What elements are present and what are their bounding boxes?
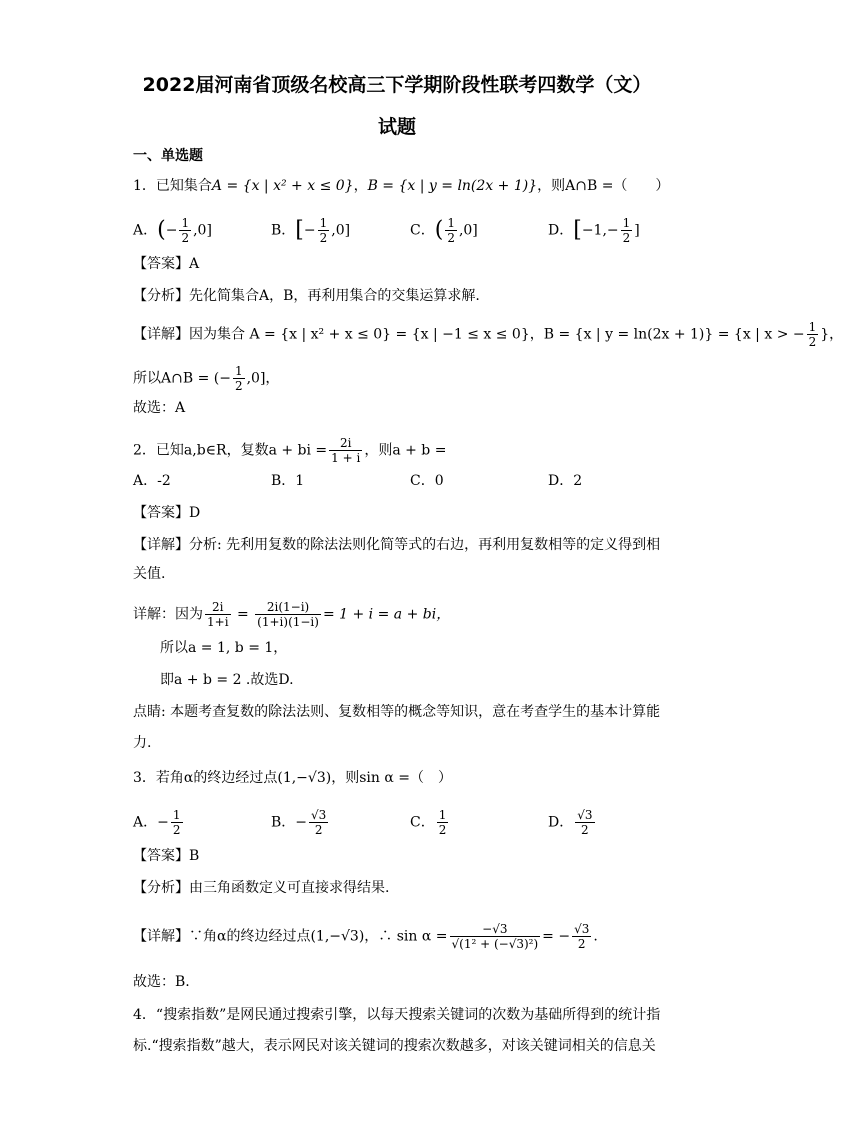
q1-stem: 1．已知集合A = {x | x² + x ≤ 0}，B = {x | y = ln(2x + 1)}，则A∩B =（ ） [133, 178, 670, 194]
q1-option-c-num: 1 [447, 216, 455, 230]
q1-conclusion: 故选：A [133, 400, 186, 416]
q2-note-2: 力. [133, 735, 152, 751]
q1-detail-2-num: 1 [234, 364, 243, 378]
q1-set-b: B = {x | y = ln(2x + 1)} [367, 178, 538, 194]
q1-option-c [410, 216, 478, 245]
q1-answer-value: A [189, 256, 200, 272]
q3-option-a-num: 1 [172, 808, 181, 822]
q1-option-c-label: C． [410, 222, 435, 239]
q2-detail-2-frac1 [205, 600, 231, 629]
q1-option-a-label: A． [133, 222, 158, 239]
q3-answer-value: B [189, 848, 200, 864]
q2-detail-2-frac2 [255, 600, 321, 629]
q4-line-1: 4．“搜索指数”是网民通过搜索引擎，以每天搜索关键词的次数为基础所得到的统计指 [133, 1007, 661, 1023]
q3-detail-mid: = − [542, 928, 571, 945]
q3-answer [133, 846, 199, 866]
q1-option-d-prefix: −1, [581, 222, 607, 239]
q1-option-a-den: 2 [181, 231, 190, 245]
q2-option-c: C．0 [410, 473, 444, 489]
q3-option-d-label: D． [548, 814, 574, 831]
q3-option-d-num: √3 [577, 808, 593, 822]
q2-detail-2-frac2-den: (1+i)(1−i) [257, 615, 319, 629]
q1-option-b-bracket: [ [295, 217, 304, 243]
q2-detail-2-prefix: 详解：因为 [133, 606, 203, 623]
q1-analysis-text: 先化简集合A，B，再利用集合的交集运算求解. [189, 288, 480, 304]
q3-detail-prefix: ∵角α的终边经过点(1,−√3)，∴ sin α = [189, 928, 448, 945]
q1-option-b-tail: ,0] [331, 222, 351, 239]
q2-option-b: B．1 [271, 473, 305, 489]
q1-set-a: A = {x | x² + x ≤ 0} [211, 178, 354, 194]
q1-answer [133, 254, 199, 274]
q3-option-c [410, 808, 450, 837]
q3-answer-tag: 【答案】 [133, 848, 189, 864]
q3-option-d-frac [575, 808, 594, 837]
q1-option-a-frac [179, 216, 191, 245]
q2-note-1: 点睛: 本题考查复数的除法法则、复数相等的概念等知识，意在考查学生的基本计算能 [133, 704, 661, 720]
q3-option-c-frac [437, 808, 449, 837]
q1-option-d-frac [621, 216, 633, 245]
q2-stem [133, 436, 446, 465]
q2-detail-2-frac1-den: 1+i [207, 615, 229, 629]
q2-detail [133, 535, 660, 555]
q1-detail-2-frac [233, 364, 245, 393]
q3-option-a-frac [171, 808, 183, 837]
q3-option-a [133, 808, 185, 837]
q2-stem-suffix: ，则a + b = [364, 442, 447, 459]
q3-detail-end: . [593, 928, 598, 945]
q1-stem-prefix: 1．已知集合 [133, 178, 212, 194]
q2-detail-cont: 关值. [133, 566, 166, 582]
q1-analysis-tag: 【分析】 [133, 288, 189, 304]
q3-option-d-den: 2 [581, 823, 589, 837]
q3-option-c-label: C． [410, 814, 435, 831]
q1-option-c-bracket: ( [434, 217, 444, 243]
q1-stem-suffix: ，则A∩B =（ ） [537, 178, 670, 194]
q2-detail-3: 所以a = 1, b = 1， [160, 640, 288, 656]
q1-detail-tag: 【详解】 [133, 326, 189, 343]
q1-option-a-num: 1 [181, 216, 190, 230]
q1-option-b-sign: − [303, 222, 316, 239]
q1-option-c-tail: ,0] [458, 222, 478, 239]
q2-answer-value: D [189, 505, 201, 521]
q1-option-d-sign: − [606, 222, 619, 239]
q1-detail-2-text: 所以A∩B = (− [133, 370, 231, 387]
q2-stem-frac-den: 1 + i [331, 451, 361, 465]
q1-detail-2-end: ,0]， [246, 370, 280, 387]
q1-detail-text: 因为集合 A = {x | x² + x ≤ 0} = {x | −1 ≤ x ≤ 0}，B = {x | y = ln(2x + 1)} = {x | x > − [189, 326, 805, 343]
q3-option-b-label: B． [271, 814, 296, 831]
q3-option-b-den: 2 [314, 823, 323, 837]
q2-option-d: D．2 [548, 473, 583, 489]
q1-detail [133, 320, 843, 349]
q1-detail-frac-num: 1 [808, 320, 817, 334]
q1-option-a-bracket: ( [157, 217, 166, 243]
q3-option-c-den: 2 [438, 823, 447, 837]
q2-answer [133, 503, 200, 523]
q3-option-c-num: 1 [438, 808, 447, 822]
q1-detail-frac-den: 2 [808, 335, 817, 349]
q2-detail-2: 详解：因为 $\frac{2i}{1+i}$ = $\frac{2i(1-i)}{(1+i)(1-i)}$ = 1 + i = a + bi， [133, 600, 451, 629]
q1-detail-2-den: 2 [234, 379, 243, 393]
q3-detail-frac2 [572, 922, 591, 951]
q2-stem-text: 2．已知a,b∈R，复数a + bi = [133, 442, 328, 459]
q3-option-b-num: √3 [311, 808, 327, 822]
q1-detail-end: }， [820, 326, 843, 343]
q1-option-b-num: 1 [319, 216, 328, 230]
q1-option-b-label: B． [271, 222, 296, 239]
q3-option-a-label: A． [133, 814, 158, 831]
q1-option-d-den: 2 [622, 231, 631, 245]
q4-line-2: 标.“搜索指数”越大，表示网民对该关键词的搜索次数越多，对该关键词相关的信息关 [133, 1038, 656, 1054]
q2-detail-2-frac2-num: 2i(1−i) [255, 600, 321, 615]
q2-detail-4: 即a + b = 2 .故选D. [160, 672, 294, 688]
q1-option-b-frac [318, 216, 330, 245]
q1-option-a [133, 216, 212, 245]
q3-detail [133, 922, 598, 951]
q3-detail-frac1-den: √(1² + (−√3)²) [451, 937, 539, 951]
q1-option-b-den: 2 [319, 231, 328, 245]
q3-analysis [133, 878, 389, 898]
q3-detail-tag: 【详解】 [133, 928, 189, 945]
q2-detail-text: 分析: 先利用复数的除法法则化简等式的右边，再利用复数相等的定义得到相 [189, 537, 661, 553]
q2-option-a: A．-2 [133, 473, 171, 489]
document-title-line1: 2022届河南省顶级名校高三下学期阶段性联考四数学（文） [142, 74, 652, 96]
q1-option-b [271, 216, 350, 245]
q3-detail-frac1-num: −√3 [450, 922, 541, 937]
q1-option-c-den: 2 [447, 231, 455, 245]
q1-option-d [548, 216, 640, 245]
q2-detail-tag: 【详解】 [133, 537, 189, 553]
q1-analysis [133, 286, 480, 306]
q1-answer-tag: 【答案】 [133, 256, 189, 272]
q3-conclusion: 故选：B. [133, 974, 190, 990]
q3-detail-frac1 [450, 922, 541, 951]
q3-option-a-sign: − [157, 814, 169, 831]
q2-detail-2-suffix: = 1 + i = a + bi， [322, 606, 451, 623]
q3-option-b [271, 808, 330, 837]
q3-option-d [548, 808, 597, 837]
q3-option-a-den: 2 [172, 823, 181, 837]
q1-option-a-sign: − [165, 222, 178, 239]
q3-analysis-tag: 【分析】 [133, 880, 189, 896]
q3-option-b-frac [309, 808, 328, 837]
q1-detail-frac [807, 320, 819, 349]
q1-option-d-bracket: [ [573, 217, 582, 243]
q1-option-d-label: D． [548, 222, 574, 239]
q3-option-b-sign: − [295, 814, 308, 831]
q2-detail-2-frac1-num: 2i [205, 600, 231, 615]
document-title-line2: 试题 [377, 116, 416, 138]
q2-stem-frac-num: 2i [329, 436, 362, 451]
q1-option-d-tail: ] [634, 222, 640, 239]
q2-answer-tag: 【答案】 [133, 505, 189, 521]
q3-analysis-text: 由三角函数定义可直接求得结果. [189, 880, 390, 896]
q3-detail-frac2-num: √3 [574, 922, 590, 936]
q3-detail-frac2-den: 2 [577, 937, 586, 951]
q3-stem: 3．若角α的终边经过点(1,−√3)，则sin α =（ ） [133, 770, 452, 786]
q1-detail-2 [133, 364, 279, 393]
q2-stem-frac [329, 436, 362, 465]
q1-option-c-frac [445, 216, 457, 245]
section-heading: 一、单选题 [133, 148, 203, 164]
q1-option-a-tail: ,0] [193, 222, 212, 239]
q1-option-d-num: 1 [622, 216, 631, 230]
